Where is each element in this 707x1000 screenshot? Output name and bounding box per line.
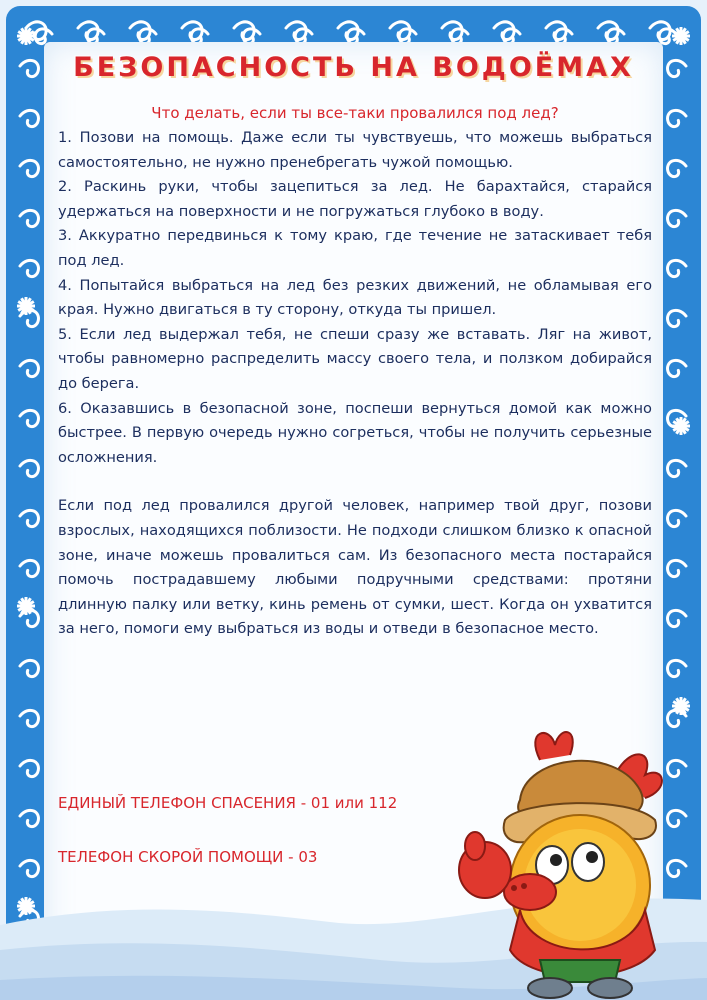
ambulance-phone: ТЕЛЕФОН СКОРОЙ ПОМОЩИ - 03: [58, 848, 318, 866]
spacer: [58, 470, 652, 494]
subtitle: Что делать, если ты все-таки провалился под лед?: [151, 104, 559, 122]
step-1: 1. Позови на помощь. Даже если ты чувствуешь, что можешь выбраться самостоятельно, не нужно пренебрегать чужой помощью.: [58, 129, 652, 171]
help-paragraph: Если под лед провалился другой человек, например твой друг, позови взрослых, находящихся поблизости. Не подходи слишком близко к опасной зоне, иначе можешь провалиться сам. Из безопасного места постарайся помочь пострадавшему любыми подручными средствами: протяни длинную палку или ветку, кинь ремень от сумки, шест. Когда он ухватится за него, помоги ему выбраться из воды и отведи в безопасное место.: [58, 497, 652, 638]
step-4: 4. Попытайся выбраться на лед без резких движений, не обламывая его края. Нужно двигаться в ту сторону, откуда ты пришел.: [58, 276, 652, 319]
step-2: 2. Раскинь руки, чтобы зацепиться за лед. Не барахтайся, старайся удержаться на поверхности и не погружаться глубоко в воду.: [58, 178, 652, 220]
rescue-phone: ЕДИНЫЙ ТЕЛЕФОН СПАСЕНИЯ - 01 или 112: [58, 794, 398, 812]
step-6: 6. Оказавшись в безопасной зоне, поспеши вернуться домой как можно быстрее. В первую очередь нужно согреться, чтобы не получить серьезные осложнения.: [58, 399, 652, 466]
page-title: БЕЗОПАСНОСТЬ НА ВОДОЁМАХ: [73, 52, 634, 83]
step-3: 3. Аккуратно передвинься к тому краю, где течение не затаскивает тебя под лед.: [58, 227, 652, 269]
cartoon-character-icon: [430, 720, 680, 1000]
step-5: 5. Если лед выдержал тебя, не спеши сразу же вставать. Ляг на живот, чтобы равномерно распределить массу своего тела, и ползком добирайся до берега.: [58, 325, 652, 392]
main-text: [58, 100, 652, 642]
